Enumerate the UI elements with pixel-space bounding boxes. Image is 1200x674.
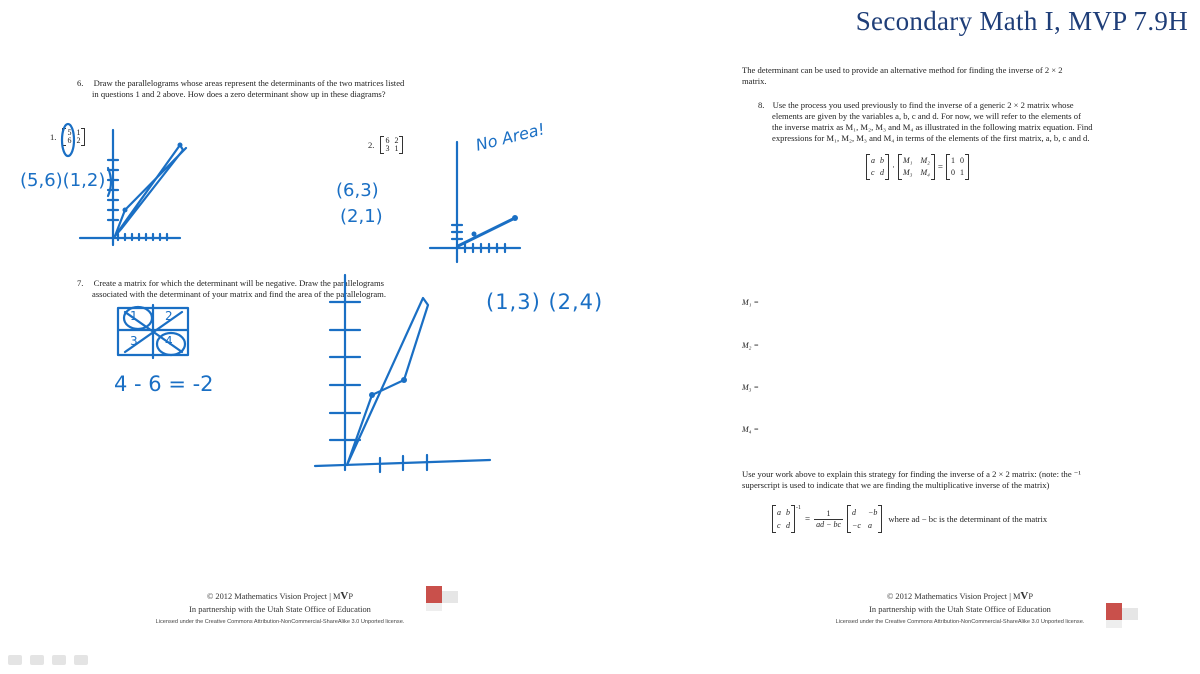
circle-annotation [124, 307, 152, 329]
explain-text: Use your work above to explain this strategy for finding the inverse of a 2 × 2 matrix: (note: the ⁻¹ superscript is used to indicate that we are finding the multiplicative inverse of the matrix) [742, 469, 1081, 490]
matrix-cell: 1 [76, 128, 81, 137]
x-ticks [118, 234, 167, 240]
blank-m3: M₃ = [742, 383, 759, 392]
menu-icon[interactable] [52, 655, 66, 665]
blank-m4: M₄ = [742, 425, 759, 434]
page-title: Secondary Math I, MVP 7.9H [855, 6, 1188, 36]
handwritten-points-2b: (2,1) [340, 206, 383, 227]
viewer-toolbar [8, 652, 96, 670]
matrix-cell: 6 [67, 136, 72, 145]
parallelogram-3 [347, 298, 428, 465]
parallelogram-1-side [115, 148, 186, 236]
partnership: In partnership with the Utah State Office of Education [189, 605, 371, 614]
forward-arrow-icon[interactable] [74, 655, 88, 665]
y-ticks-2 [452, 225, 462, 239]
license: Licensed under the Creative Commons Attribution-NonCommercial-ShareAlike 3.0 Unported license. [155, 619, 405, 625]
brace [108, 168, 111, 196]
grid-entry: 1 [130, 309, 138, 323]
matrix-cell: 6 [385, 136, 390, 145]
question-8: 8. Use the process you used previously to find the inverse of a generic 2 × 2 matrix whose elements are given by the variables a, b, c and d. For now, we will refer to the elements of the inverse matrix as M₁, M₂, M₃ and M₄ as illustrated in the following matrix equation. Find expressions for M₁, M₂, M₃ and M₄ in terms of the elements of the first matrix, a, b, c and d. [758, 100, 1093, 143]
matrix-cell: 2 [76, 136, 81, 145]
matrix-label: 2. [368, 139, 375, 150]
x-ticks-2 [465, 244, 505, 252]
grid-entry: 2 [165, 309, 173, 323]
matrix-cell: 3 [385, 144, 390, 153]
question-text: in questions 1 and 2 above. How does a zero determinant show up in these diagrams? [92, 89, 386, 99]
question-number: 7. [77, 278, 84, 288]
right-footer [810, 590, 1110, 629]
question-text: Create a matrix for which the determinant will be negative. Draw the parallelograms [93, 278, 385, 288]
question-number: 8. [758, 100, 765, 110]
question-text: Draw the parallelograms whose areas represent the determinants of the two matrices listed [93, 78, 405, 88]
question-text: associated with the determinant of your matrix and find the area of the parallelogram. [92, 289, 386, 299]
handwritten-points-1: (5,6)(1,2) [20, 170, 106, 191]
back-arrow-icon[interactable] [8, 655, 22, 665]
matrix-cell: 5 [67, 128, 72, 137]
blank-m1: M₁ = [742, 298, 759, 307]
handwritten-points-3: (1,3) (2,4) [486, 290, 604, 314]
question-6 [77, 78, 404, 100]
x-axis-3 [315, 460, 490, 466]
brand-p: P [348, 592, 354, 601]
matrix-cell: 2 [394, 136, 399, 145]
handwritten-points-2a: (6,3) [336, 180, 379, 201]
intro-text: The determinant can be used to provide an alternative method for finding the inverse of 2 × 2 matrix. [742, 65, 1063, 86]
copyright: © 2012 Mathematics Vision Project | M [886, 592, 1021, 601]
license: Licensed under the Creative Commons Attribution-NonCommercial-ShareAlike 3.0 Unported license. [835, 619, 1085, 625]
blank-m2: M₂ = [742, 341, 759, 350]
x-ticks-3 [380, 455, 427, 472]
matrix-2 [368, 136, 403, 154]
copyright: © 2012 Mathematics Vision Project | M [206, 592, 341, 601]
y-ticks [108, 160, 118, 220]
mvp-logo [426, 586, 458, 603]
partnership: In partnership with the Utah State Office of Education [869, 605, 1051, 614]
pen-icon[interactable] [30, 655, 44, 665]
mvp-logo [1106, 603, 1138, 620]
inverse-formula: a b c d $^{-1}$ = $\frac{1}{ad - bc}$ d −b −c a where ad − bc is the determinant of the matrix [772, 505, 1047, 533]
parallelogram-1 [115, 145, 183, 236]
question-7 [77, 278, 386, 300]
left-footer [130, 590, 430, 629]
matrix-cell: 1 [394, 144, 399, 153]
collapsed-parallelogram [458, 218, 515, 246]
handwritten-calculation: 4 - 6 = -2 [114, 372, 214, 396]
matrix-equation: a b c d · M₁ M₂ M₃ M₄ = 1 0 0 1 [866, 154, 969, 180]
question-number: 6. [77, 78, 84, 88]
matrix-grid-sketch [118, 305, 188, 358]
matrix-label: 1. [50, 131, 57, 142]
brand-p: P [1028, 592, 1034, 601]
brand-v: V [340, 590, 349, 602]
grid-entry: 3 [130, 334, 138, 348]
matrix-1 [50, 128, 85, 146]
grid-entry: 4 [165, 334, 173, 348]
handwritten-no-area: No Area! [473, 119, 547, 155]
brand-v: V [1020, 590, 1029, 602]
y-ticks-3 [330, 302, 360, 440]
